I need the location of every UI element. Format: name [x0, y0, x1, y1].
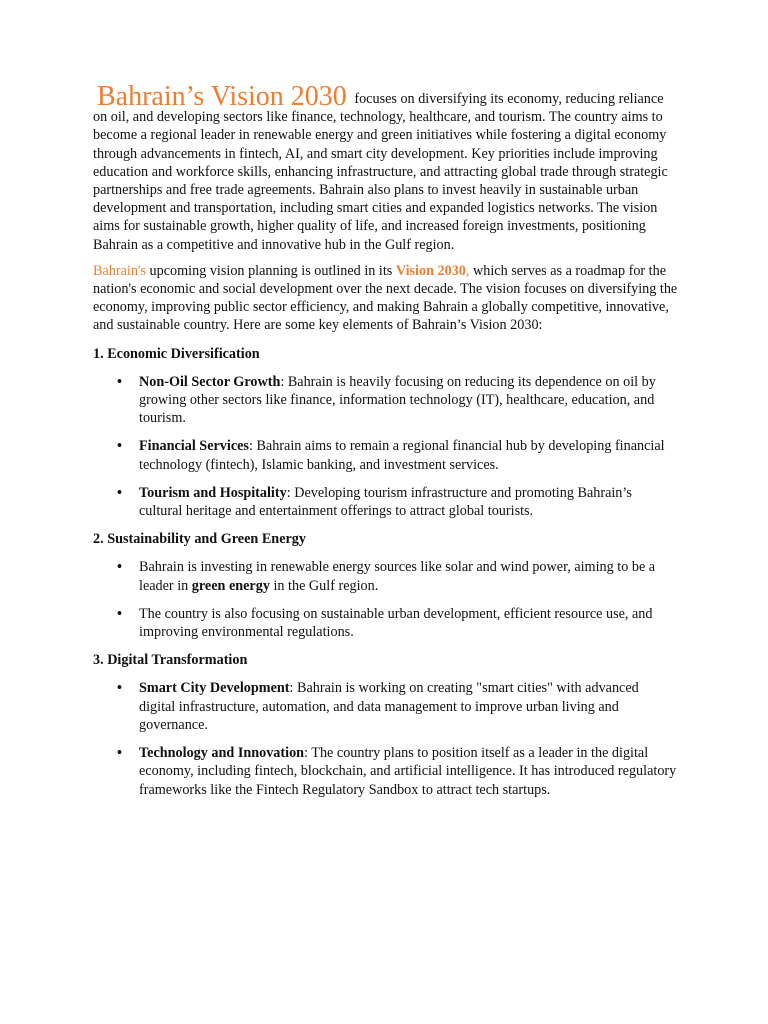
section-list-sustainability	[93, 558, 678, 641]
item-bold: green energy	[191, 577, 270, 594]
document-page	[93, 81, 678, 799]
bullet-icon: •	[117, 484, 122, 501]
intro-text: focuses on diversifying its economy, reducing reliance on oil, and developing sectors like finance, technology, healthcare, and tourism. The country aims to become a regional leader in renewable energy and green initiatives while fostering a digital economy through advancements in fintech, AI, and smart city development. Key priorities include improving education and workforce skills, enhancing infrastructure, and attracting global trade through strategic partnerships and free trade agreements. Bahrain also plans to invest heavily in sustainable urban development and transportation, including smart cities and expanded logistics networks. The vision aims for sustainable growth, higher quality of life, and increased foreign investments, positioning Bahrain as a competitive and innovative hub in the Gulf region.	[93, 91, 668, 253]
vision-2030-link[interactable]: Vision 2030	[395, 262, 466, 279]
vision-text-2: which serves as a roadmap for the nation's economic and social development over the next decade. The vision focuses on diversifying the economy, improving public sector efficiency, and making Bahrain a globally competitive, innovative, and sustainable country. Here are some key elements of Bahrain’s Vision 2030:	[93, 262, 678, 334]
item-term: Non-Oil Sector Growth	[139, 373, 281, 390]
item-text: The country is also focusing on sustainable urban development, efficient resource use, and improving environmental regulations.	[139, 605, 653, 641]
item-text-after: in the Gulf region.	[269, 577, 379, 594]
bullet-icon: •	[117, 559, 122, 576]
section-heading-economic-diversification: 1. Economic Diversification	[93, 345, 260, 362]
vision-comma: ,	[465, 262, 470, 279]
bahrain-link[interactable]: Bahrain's	[93, 262, 146, 279]
list-item	[117, 373, 678, 428]
list-item	[117, 744, 678, 799]
bullet-icon: •	[117, 745, 122, 762]
bullet-icon: •	[117, 605, 122, 622]
item-text: : The country plans to position itself as a leader in the digital economy, including fintech, blockchain, and artificial intelligence. It has introduced regulatory frameworks like the Fintech Regulatory Sandbox to attract tech startups.	[139, 745, 677, 798]
item-term: Tourism and Hospitality	[139, 484, 287, 501]
list-item	[117, 679, 678, 734]
list-item	[117, 558, 678, 594]
item-term: Financial Services	[139, 438, 249, 455]
list-item	[117, 605, 678, 641]
item-text-before: Bahrain is investing in renewable energy sources like solar and wind power, aiming to be a leader in	[139, 559, 656, 594]
document-title: Bahrain’s Vision 2030	[97, 81, 347, 112]
list-item	[117, 484, 678, 520]
bullet-icon: •	[117, 680, 122, 697]
vision-text-1: upcoming vision planning is outlined in its	[146, 262, 396, 279]
section-list-economic-diversification	[93, 373, 678, 520]
item-text: : Bahrain is working on creating "smart cities" with advanced digital infrastructure, automation, and data management to improve urban living and governance.	[139, 680, 639, 733]
item-term: Technology and Innovation	[139, 745, 305, 762]
vision-paragraph	[93, 262, 678, 335]
item-text: : Developing tourism infrastructure and promoting Bahrain’s cultural heritage and entertainment offerings to attract global tourists.	[139, 484, 632, 520]
intro-paragraph	[93, 81, 678, 254]
section-list-digital-transformation	[93, 679, 678, 798]
item-text: : Bahrain aims to remain a regional financial hub by developing financial technology (fintech), Islamic banking, and investment services.	[139, 438, 665, 473]
bullet-icon: •	[117, 373, 122, 390]
section-heading-digital-transformation: 3. Digital Transformation	[93, 652, 248, 669]
section-heading-sustainability: 2. Sustainability and Green Energy	[93, 531, 306, 548]
list-item	[117, 437, 678, 473]
item-text: : Bahrain is heavily focusing on reducing its dependence on oil by growing other sectors like finance, information technology (IT), healthcare, education, and tourism.	[139, 373, 656, 427]
item-term: Smart City Development	[139, 680, 290, 697]
bullet-icon: •	[117, 438, 122, 455]
